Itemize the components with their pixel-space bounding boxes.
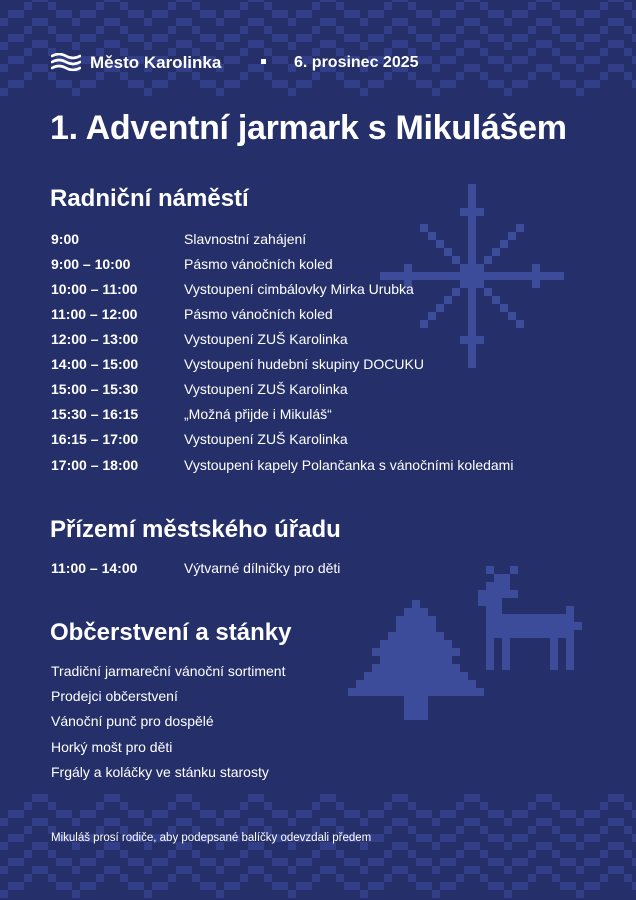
schedule-time: 11:00 – 14:00 <box>51 560 138 576</box>
schedule-event: „Možná přijde i Mikuláš“ <box>184 406 332 422</box>
knit-pattern-top <box>0 0 636 96</box>
schedule-event: Pásmo vánočních koled <box>184 306 333 322</box>
snowflake-icon <box>380 184 564 368</box>
header-separator-dot <box>261 59 266 64</box>
christmas-tree-icon <box>348 600 484 720</box>
knit-pattern-bottom <box>0 794 636 898</box>
schedule-time: 17:00 – 18:00 <box>51 457 139 473</box>
list-item: Prodejci občerstvení <box>51 688 178 704</box>
schedule-event: Vystoupení ZUŠ Karolinka <box>184 381 348 397</box>
event-date: 6. prosinec 2025 <box>294 54 419 71</box>
list-item: Frgály a koláčky ve stánku starosty <box>51 764 269 780</box>
waves-icon <box>51 53 81 71</box>
list-item: Tradiční jarmareční vánoční sortiment <box>51 663 286 679</box>
schedule-event: Vystoupení kapely Polančanka s vánočními koledami <box>184 457 514 473</box>
reindeer-icon <box>478 566 582 670</box>
schedule-time: 9:00 – 10:00 <box>51 256 131 272</box>
schedule-time: 15:00 – 15:30 <box>51 381 139 397</box>
schedule-event: Výtvarné dílničky pro děti <box>184 560 341 576</box>
schedule-time: 11:00 – 12:00 <box>51 306 138 322</box>
schedule-event: Vystoupení hudební skupiny DOCUKU <box>184 356 424 372</box>
section-heading-townhall: Přízemí městského úřadu <box>50 516 341 543</box>
list-item: Horký mošt pro děti <box>51 739 173 755</box>
footer-note: Mikuláš prosí rodiče, aby podepsané balíčky odevzdali předem <box>51 832 372 844</box>
section-heading-square: Radniční náměstí <box>50 185 249 212</box>
schedule-time: 10:00 – 11:00 <box>51 281 138 297</box>
schedule-event: Pásmo vánočních koled <box>184 256 333 272</box>
schedule-event: Vystoupení ZUŠ Karolinka <box>184 431 348 447</box>
schedule-time: 14:00 – 15:00 <box>51 356 139 372</box>
section-heading-refreshments: Občerstvení a stánky <box>50 619 292 646</box>
schedule-time: 9:00 <box>51 231 80 247</box>
page-title: 1. Adventní jarmark s Mikulášem <box>50 109 567 147</box>
organization-name: Město Karolinka <box>90 53 222 72</box>
schedule-event: Slavnostní zahájení <box>184 231 307 247</box>
schedule-time: 15:30 – 16:15 <box>51 406 139 422</box>
schedule-time: 12:00 – 13:00 <box>51 331 139 347</box>
schedule-event: Vystoupení ZUŠ Karolinka <box>184 331 348 347</box>
list-item: Vánoční punč pro dospělé <box>51 713 214 729</box>
schedule-event: Vystoupení cimbálovky Mirka Urubka <box>184 281 414 297</box>
schedule-time: 16:15 – 17:00 <box>51 431 139 447</box>
